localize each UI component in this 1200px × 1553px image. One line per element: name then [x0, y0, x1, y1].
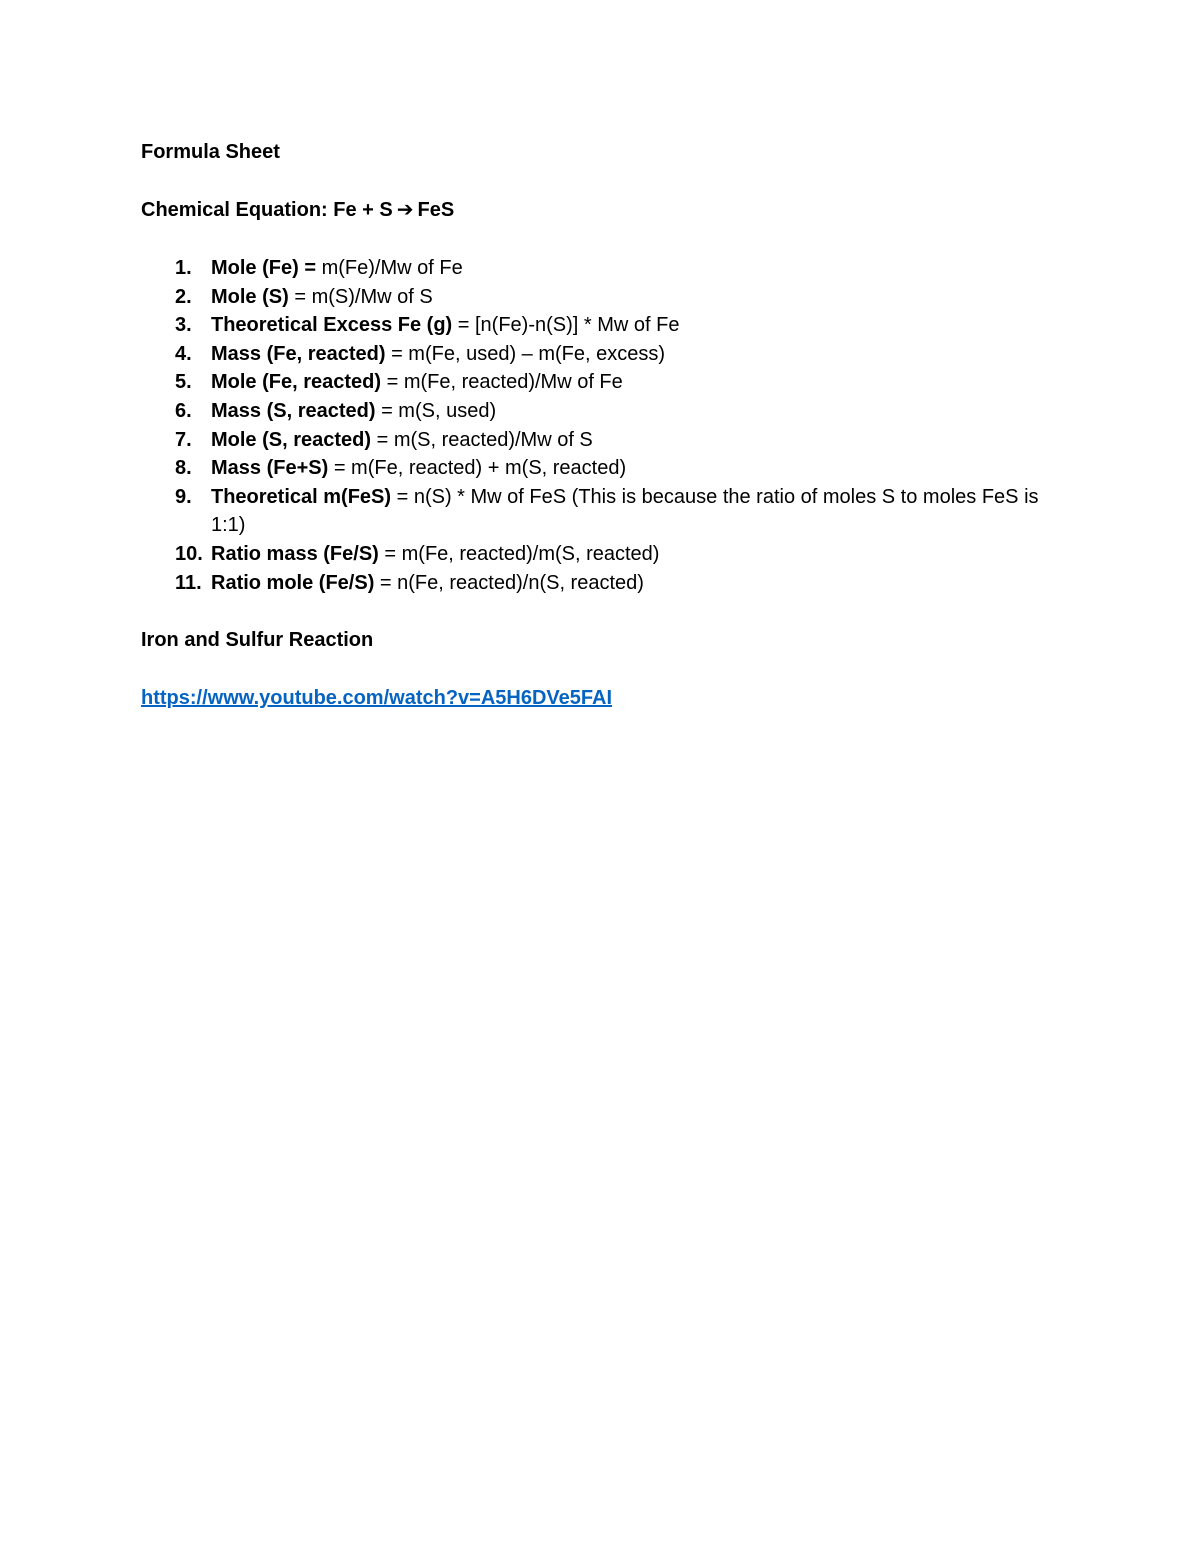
- formula-item: [141, 397, 1061, 426]
- formula-expression: = m(Fe, reacted) + m(S, reacted): [328, 457, 627, 480]
- formula-number: 9.: [175, 485, 192, 508]
- formula-number: 2.: [175, 285, 192, 308]
- formula-expression: = m(S, reacted)/Mw of S: [371, 428, 593, 451]
- formula-item: [141, 540, 1061, 569]
- video-link-line: [141, 684, 1061, 713]
- formula-number: 10.: [175, 542, 203, 565]
- formula-expression: = m(S)/Mw of S: [288, 285, 433, 308]
- formula-number: 6.: [175, 399, 192, 422]
- equation-label: Chemical Equation: Fe + S: [141, 199, 393, 221]
- formula-item: [141, 569, 1061, 598]
- document-body: [141, 138, 1061, 713]
- formula-expression: m(Fe)/Mw of Fe: [316, 257, 463, 279]
- document-title: Formula Sheet: [141, 141, 280, 163]
- formula-number: 3.: [175, 314, 192, 337]
- formula-expression: = n(S) * Mw of FeS (This is because the ratio of moles S to moles FeS is 1:1): [211, 485, 1039, 537]
- formula-number: 4.: [175, 342, 192, 365]
- formula-item: [141, 368, 1061, 397]
- youtube-link[interactable]: https://www.youtube.com/watch?v=A5H6DVe5FAI: [141, 687, 613, 710]
- chemical-equation: [141, 196, 1061, 225]
- formula-term: Ratio mole (Fe/S): [211, 571, 375, 594]
- formula-term: Mole (S, reacted): [211, 428, 372, 451]
- formula-term: Mass (Fe+S): [211, 457, 329, 480]
- formula-expression: = m(Fe, reacted)/Mw of Fe: [381, 371, 623, 394]
- formula-term: Ratio mass (Fe/S): [211, 542, 379, 565]
- formula-expression: = m(Fe, reacted)/m(S, reacted): [378, 542, 660, 565]
- section-heading: Iron and Sulfur Reaction: [141, 629, 374, 652]
- formula-expression: = m(S, used): [375, 399, 497, 422]
- formula-item: [141, 483, 1061, 540]
- formula-number: 1.: [175, 257, 192, 279]
- formula-number: 7.: [175, 428, 192, 451]
- equation-product: FeS: [417, 199, 455, 221]
- formula-list: [141, 254, 1061, 597]
- right-arrow-icon: ➔: [396, 199, 414, 221]
- formula-expression: = m(Fe, used) – m(Fe, excess): [385, 342, 666, 365]
- formula-number: 8.: [175, 457, 192, 480]
- formula-item: [141, 454, 1061, 483]
- formula-item: [141, 426, 1061, 455]
- formula-term: Theoretical Excess Fe (g): [211, 314, 453, 337]
- formula-term: Mole (Fe) =: [211, 257, 317, 279]
- formula-term: Theoretical m(FeS): [211, 485, 392, 508]
- formula-number: 5.: [175, 371, 192, 394]
- formula-number: 11.: [175, 571, 202, 594]
- formula-expression: = n(Fe, reacted)/n(S, reacted): [374, 571, 644, 594]
- formula-item: [141, 283, 1061, 312]
- formula-term: Mole (S): [211, 285, 289, 308]
- formula-item: [141, 340, 1061, 369]
- formula-term: Mass (Fe, reacted): [211, 342, 386, 365]
- formula-term: Mole (Fe, reacted): [211, 371, 382, 394]
- formula-item: [141, 254, 1061, 283]
- formula-item: [141, 311, 1061, 340]
- formula-expression: = [n(Fe)-n(S)] * Mw of Fe: [452, 314, 680, 337]
- formula-term: Mass (S, reacted): [211, 399, 376, 422]
